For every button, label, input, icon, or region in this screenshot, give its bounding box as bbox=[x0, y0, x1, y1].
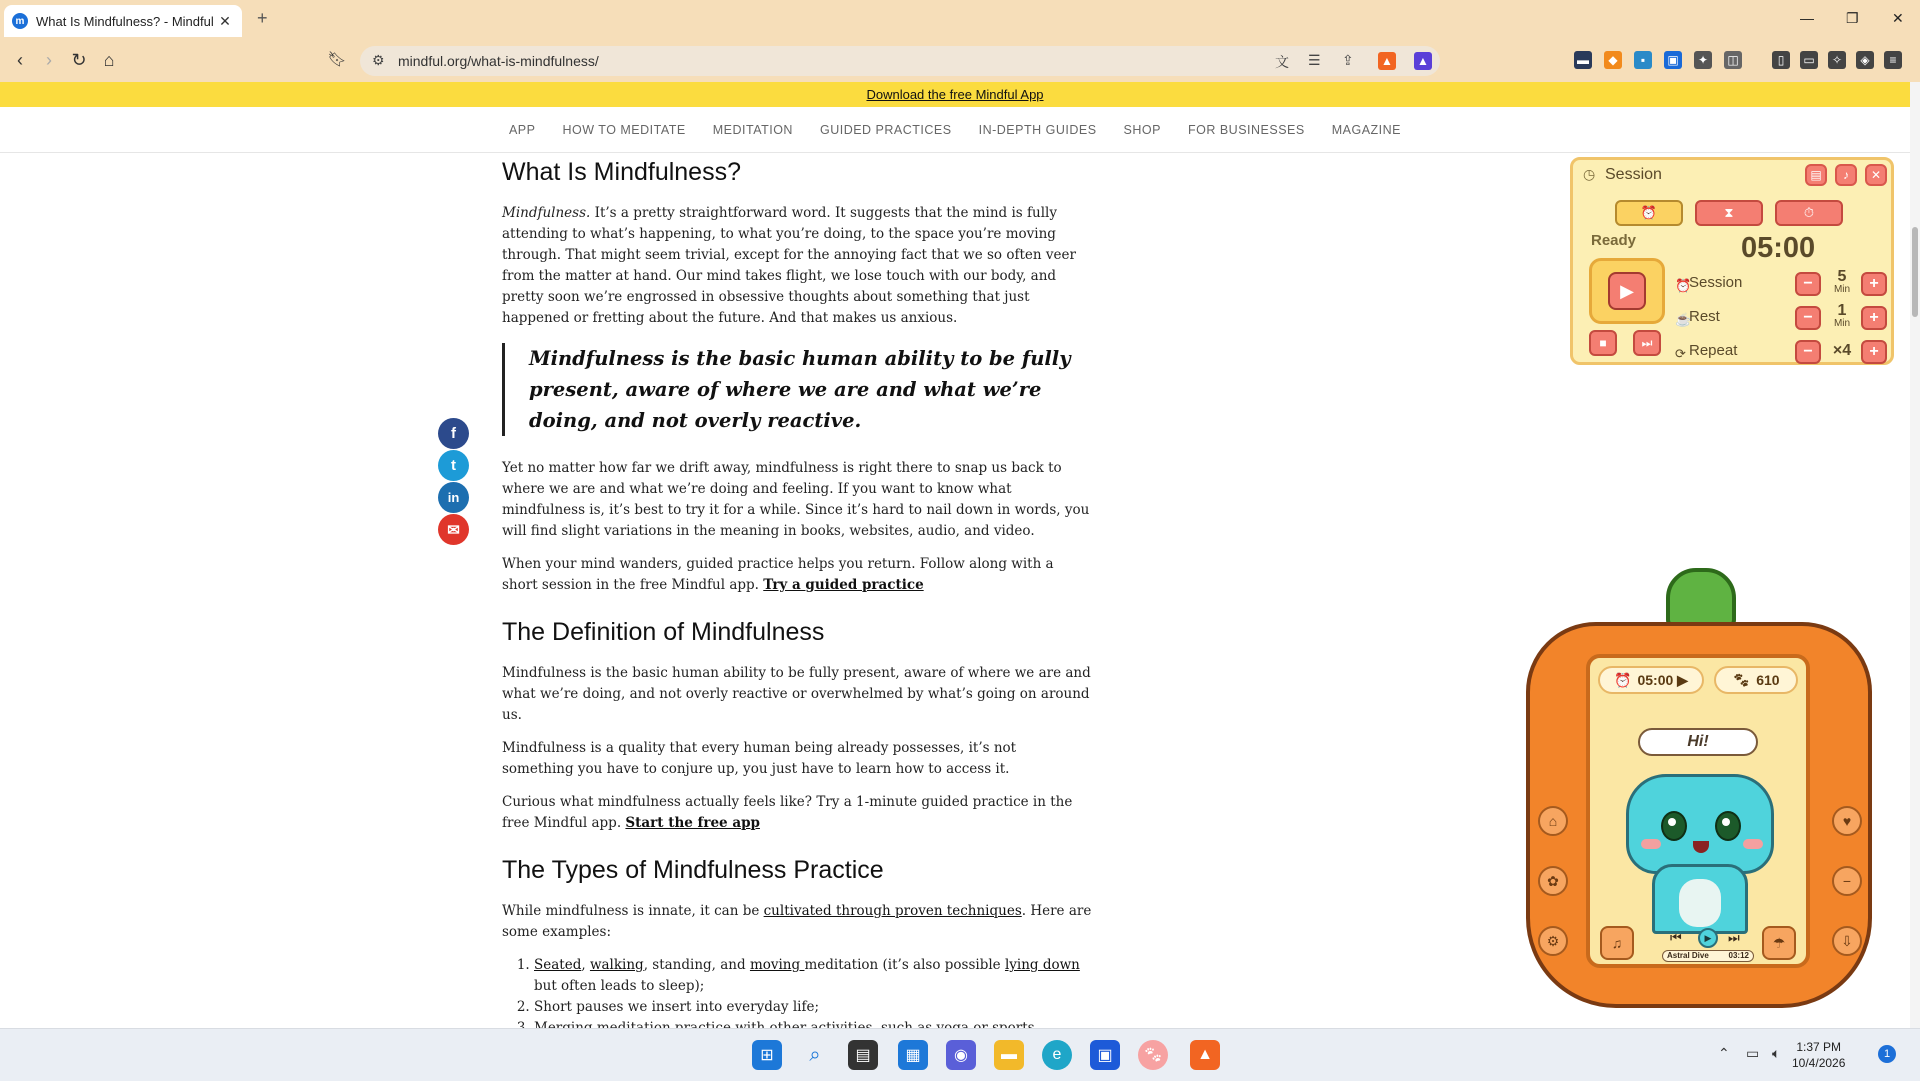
paw-icon: 🐾︎ bbox=[1732, 671, 1751, 688]
url-text[interactable]: mindful.org/what-is-mindfulness/ bbox=[398, 53, 599, 69]
brave-shields-icon[interactable]: ▲ bbox=[1378, 52, 1396, 70]
system-clock[interactable] bbox=[1792, 1039, 1845, 1071]
brave-taskbar-icon[interactable]: ▲ bbox=[1190, 1040, 1220, 1070]
list-item: 2. Short pauses we insert into everyday life; bbox=[534, 997, 1092, 1018]
reload-icon[interactable]: ↻ bbox=[71, 50, 87, 70]
definition-paragraph-2: Mindfulness is a quality that every human being already possesses, it’s not something you have to conjure up, you just have to learn how to access it. bbox=[502, 740, 1017, 777]
pet-app-icon[interactable]: 🐾︎ bbox=[1138, 1040, 1168, 1070]
start-free-app-link[interactable]: Start the free app bbox=[625, 815, 760, 831]
tab-bar bbox=[0, 0, 1920, 41]
types-text-post: . Here are some examples: bbox=[502, 903, 1092, 940]
skip-button[interactable]: ⏭ bbox=[1633, 330, 1661, 356]
scrollbar-thumb[interactable] bbox=[1912, 227, 1918, 317]
walking-link[interactable]: walking bbox=[589, 957, 644, 973]
wallet-icon[interactable]: ▭ bbox=[1800, 51, 1818, 69]
music-icon[interactable]: ♪ bbox=[1835, 164, 1857, 186]
pet-gallery-icon[interactable]: ✿ bbox=[1538, 866, 1568, 896]
new-tab-button[interactable]: + bbox=[257, 8, 268, 28]
teams-chat-icon[interactable]: ◉ bbox=[946, 1040, 976, 1070]
play-icon: ▶ bbox=[1608, 272, 1646, 310]
pet-left-eye bbox=[1661, 811, 1687, 841]
pet-timer-clock-icon: ⏰ bbox=[1614, 671, 1632, 688]
session-widget-title: Session bbox=[1605, 166, 1662, 183]
dock-icon[interactable]: ⇩ bbox=[1832, 926, 1862, 956]
widget-close-icon[interactable]: ✕ bbox=[1865, 164, 1887, 186]
mode-pomodoro-tab[interactable]: ⏰ bbox=[1615, 200, 1683, 226]
search-icon[interactable]: ⌕ bbox=[809, 1043, 821, 1066]
facebook-share-icon[interactable]: f bbox=[438, 418, 469, 449]
minimize-button[interactable]: — bbox=[1800, 10, 1814, 26]
mindful-favicon-icon: m bbox=[12, 13, 28, 29]
session-timer-widget bbox=[1570, 157, 1894, 365]
track-name: Astral Dive bbox=[1667, 951, 1709, 960]
stop-button[interactable]: ■ bbox=[1589, 330, 1617, 356]
browser-tab[interactable] bbox=[4, 5, 242, 37]
widgets-icon[interactable]: ▦ bbox=[898, 1040, 928, 1070]
mode-stopwatch-tab[interactable]: ⏱ bbox=[1775, 200, 1843, 226]
pet-timer-pill[interactable] bbox=[1598, 666, 1704, 694]
menu-icon[interactable]: ≡ bbox=[1884, 51, 1902, 69]
extension-icon-6[interactable]: ◫ bbox=[1724, 51, 1742, 69]
rest-icon: ☕ bbox=[1675, 312, 1692, 327]
track-time: 03:12 bbox=[1728, 951, 1749, 960]
session-value: 5 Min bbox=[1833, 268, 1851, 295]
nav-item-meditation[interactable]: MEDITATION bbox=[712, 122, 793, 137]
definition-heading: The Definition of Mindfulness bbox=[502, 618, 825, 646]
feed-heart-icon[interactable]: ♥ bbox=[1832, 806, 1862, 836]
store-icon[interactable]: ▣ bbox=[1090, 1040, 1120, 1070]
types-paragraph bbox=[502, 901, 1092, 943]
list-item-text: meditation (it’s also possible bbox=[804, 957, 1005, 973]
article-body bbox=[502, 158, 1092, 1039]
timer-display: 05:00 bbox=[1741, 232, 1816, 264]
session-row-label: Session bbox=[1689, 274, 1743, 291]
previous-track-icon[interactable]: ⏮ bbox=[1670, 930, 1682, 945]
page-scrollbar[interactable] bbox=[1910, 82, 1920, 1028]
rest-increase-button[interactable]: + bbox=[1861, 306, 1887, 330]
pet-right-cheek bbox=[1743, 839, 1763, 849]
paw-coins-count: 610 bbox=[1756, 672, 1780, 688]
pumpkin-stem bbox=[1666, 568, 1736, 628]
pet-timer-text: 05:00 ▶ bbox=[1637, 671, 1688, 688]
translate-icon[interactable]: 文 bbox=[1275, 54, 1289, 70]
paragraph-3-text: When your mind wanders, guided practice helps you return. Follow along with a short session in the free Mindful app. bbox=[502, 556, 1054, 593]
repeat-increase-button[interactable]: + bbox=[1861, 340, 1887, 364]
definition-paragraph-3-text: Curious what mindfulness actually feels like? Try a 1-minute guided practice in the free Mindful app. bbox=[502, 794, 1073, 831]
nav-item-guided-practices[interactable]: GUIDED PRACTICES bbox=[819, 122, 952, 137]
timer-status: Ready bbox=[1591, 232, 1637, 249]
pet-right-eye bbox=[1715, 811, 1741, 841]
notification-badge[interactable]: 1 bbox=[1878, 1045, 1896, 1063]
repeat-value: ×4 bbox=[1832, 342, 1852, 359]
extension-icon-4[interactable]: ▣ bbox=[1664, 51, 1682, 69]
session-increase-button[interactable]: + bbox=[1861, 272, 1887, 296]
rest-decrease-button[interactable]: − bbox=[1795, 306, 1821, 330]
email-share-icon[interactable]: ✉ bbox=[438, 514, 469, 545]
nav-item-in-depth-guides[interactable]: IN-DEPTH GUIDES bbox=[978, 122, 1097, 137]
bookmark-icon[interactable]: 🔖︎ bbox=[327, 51, 347, 68]
clock-time: 1:37 PM bbox=[1796, 1040, 1842, 1054]
rain-weather-icon[interactable]: ☂ bbox=[1762, 926, 1796, 960]
paragraph-2: Yet no matter how far we drift away, mindfulness is right there to snap us back to where we are and what we’re doing and feeling. If you want to know what mindfulness is, it’s best to try it for a while. Since it’s hard to nail down in words, you will find slight variations in the meaning in books, websites, audio, and video. bbox=[502, 460, 1090, 539]
pumpkin-pet-widget bbox=[1526, 568, 1872, 1010]
browser-toolbar bbox=[0, 41, 1920, 82]
repeat-row-label: Repeat bbox=[1689, 342, 1738, 359]
nav-item-shop[interactable]: SHOP bbox=[1123, 122, 1161, 137]
session-decrease-button[interactable]: − bbox=[1795, 272, 1821, 296]
lying-down-link[interactable]: lying down bbox=[1004, 957, 1080, 973]
site-navigation bbox=[0, 107, 1910, 153]
pet-character[interactable] bbox=[1626, 774, 1774, 874]
play-button[interactable] bbox=[1589, 258, 1665, 324]
extension-icon-1[interactable]: ▬ bbox=[1574, 51, 1592, 69]
tray-overflow-icon[interactable]: ⌃ bbox=[1718, 1045, 1730, 1061]
paw-coins-pill bbox=[1714, 666, 1798, 694]
next-track-icon[interactable]: ⏭ bbox=[1728, 930, 1740, 945]
shop-icon[interactable]: ⌂ bbox=[1538, 806, 1568, 836]
download-app-link[interactable]: Download the free Mindful App bbox=[866, 87, 1044, 102]
volume-icon[interactable]: 🔈︎ bbox=[1772, 1045, 1781, 1061]
list-item: 1. Seated, walking, standing, and moving meditation (it’s also possible lying down but often leads to sleep); bbox=[534, 955, 1092, 997]
nav-item-for-businesses[interactable]: FOR BUSINESSES bbox=[1187, 122, 1305, 137]
nav-item-app[interactable]: APP bbox=[508, 122, 536, 137]
share-icon[interactable]: ⇪ bbox=[1342, 52, 1354, 68]
definition-paragraph-1: Mindfulness is the basic human ability to be fully present, aware of where we are and what we’re doing, and not overly reactive or overwhelmed by what’s going on around us. bbox=[502, 665, 1091, 723]
speech-bubble: Hi! bbox=[1638, 728, 1758, 756]
clock-date: 10/4/2026 bbox=[1792, 1056, 1846, 1070]
pet-left-cheek bbox=[1641, 839, 1661, 849]
tab-title: What Is Mindfulness? - Mindful bbox=[36, 13, 214, 29]
intro-emphasis: Mindfulness. bbox=[502, 205, 591, 221]
intro-paragraph bbox=[502, 203, 1092, 329]
start-menu-icon[interactable]: ⊞ bbox=[752, 1040, 782, 1070]
vpn-shield-icon[interactable]: ◈ bbox=[1856, 51, 1874, 69]
definition-paragraph-3 bbox=[502, 792, 1092, 834]
window-close-button[interactable]: ✕ bbox=[1892, 10, 1904, 26]
linkedin-share-icon[interactable]: in bbox=[438, 482, 469, 513]
seated-link[interactable]: Seated bbox=[534, 957, 582, 973]
pet-mouth bbox=[1693, 841, 1709, 853]
settings-icon[interactable]: ⚙ bbox=[1538, 926, 1568, 956]
pet-belly bbox=[1679, 879, 1721, 927]
tab-close-icon[interactable]: ✕ bbox=[219, 12, 231, 29]
article-title: What Is Mindfulness? bbox=[502, 158, 741, 186]
music-player bbox=[1600, 930, 1796, 960]
sidebar-toggle-icon[interactable]: ▯ bbox=[1772, 51, 1790, 69]
restore-button[interactable]: ❐ bbox=[1846, 10, 1859, 26]
rest-row-label: Rest bbox=[1689, 308, 1720, 325]
twitter-share-icon[interactable]: t bbox=[438, 450, 469, 481]
task-view-icon[interactable]: ▤ bbox=[848, 1040, 878, 1070]
minimize-pet-icon[interactable]: − bbox=[1832, 866, 1862, 896]
types-heading: The Types of Mindfulness Practice bbox=[502, 856, 884, 884]
nav-item-magazine[interactable]: MAGAZINE bbox=[1331, 122, 1402, 137]
music-note-icon[interactable]: ♫ bbox=[1600, 926, 1634, 960]
stats-icon[interactable]: ▤ bbox=[1805, 164, 1827, 186]
forward-icon[interactable]: › bbox=[46, 50, 52, 70]
pull-quote: Mindfulness is the basic human ability to be fully present, aware of where we are and what we’re doing, and not overly reactive. bbox=[502, 343, 1092, 436]
site-settings-icon[interactable]: ⚙︎ bbox=[372, 52, 385, 68]
address-bar[interactable] bbox=[360, 46, 1440, 76]
cultivated-techniques-link[interactable]: cultivated through proven techniques bbox=[763, 903, 1022, 919]
extension-icon-3[interactable]: ▪ bbox=[1634, 51, 1652, 69]
try-guided-practice-link[interactable]: Try a guided practice bbox=[763, 577, 924, 593]
file-explorer-icon[interactable]: ▬ bbox=[994, 1040, 1024, 1070]
paragraph-3 bbox=[502, 554, 1092, 596]
extensions-puzzle-icon[interactable]: ✦ bbox=[1694, 51, 1712, 69]
reader-mode-icon[interactable]: ☰ bbox=[1308, 52, 1321, 68]
intro-text: It’s a pretty straightforward word. It suggests that the mind is fully attending to what’s happening, to what you’re doing, to the space you’re moving through. That might seem trivial, except for the annoying fact that we so often veer from the matter at hand. Our mind takes flight, we lose touch with our body, and pretty soon we’re engrossed in obsessive thoughts about something that just happened or fretting about the future. And that makes us anxious. bbox=[502, 205, 1076, 326]
windows-taskbar bbox=[0, 1028, 1920, 1081]
session-icon: ⏰ bbox=[1675, 278, 1692, 293]
network-icon[interactable]: ▭ bbox=[1746, 1045, 1760, 1061]
repeat-decrease-button[interactable]: − bbox=[1795, 340, 1821, 364]
clock-icon: ◷ bbox=[1583, 166, 1596, 182]
edge-browser-icon[interactable]: e bbox=[1042, 1040, 1072, 1070]
pet-body bbox=[1652, 864, 1748, 934]
metamask-icon[interactable]: ◆ bbox=[1604, 51, 1622, 69]
pet-screen bbox=[1586, 654, 1810, 968]
leo-ai-icon[interactable]: ✧ bbox=[1828, 51, 1846, 69]
list-item-text: but often leads to sleep); bbox=[534, 978, 705, 994]
types-text-pre: While mindfulness is innate, it can be bbox=[502, 903, 764, 919]
app-banner bbox=[0, 82, 1910, 107]
list-item-text: , standing, and bbox=[643, 957, 750, 973]
brave-rewards-icon[interactable]: ▲ bbox=[1414, 52, 1432, 70]
track-progress[interactable] bbox=[1662, 950, 1754, 962]
play-pause-icon[interactable]: ▶ bbox=[1698, 928, 1718, 948]
practice-types-list bbox=[502, 955, 1092, 1039]
mode-hourglass-tab[interactable]: ⧗ bbox=[1695, 200, 1763, 226]
back-icon[interactable]: ‹ bbox=[17, 50, 23, 70]
moving-link[interactable]: moving bbox=[749, 957, 805, 973]
repeat-icon: ⟳ bbox=[1675, 346, 1686, 361]
nav-item-how-to-meditate[interactable]: HOW TO MEDITATE bbox=[562, 122, 686, 137]
home-icon[interactable]: ⌂ bbox=[103, 50, 115, 70]
rest-value: 1 Min bbox=[1833, 302, 1851, 329]
